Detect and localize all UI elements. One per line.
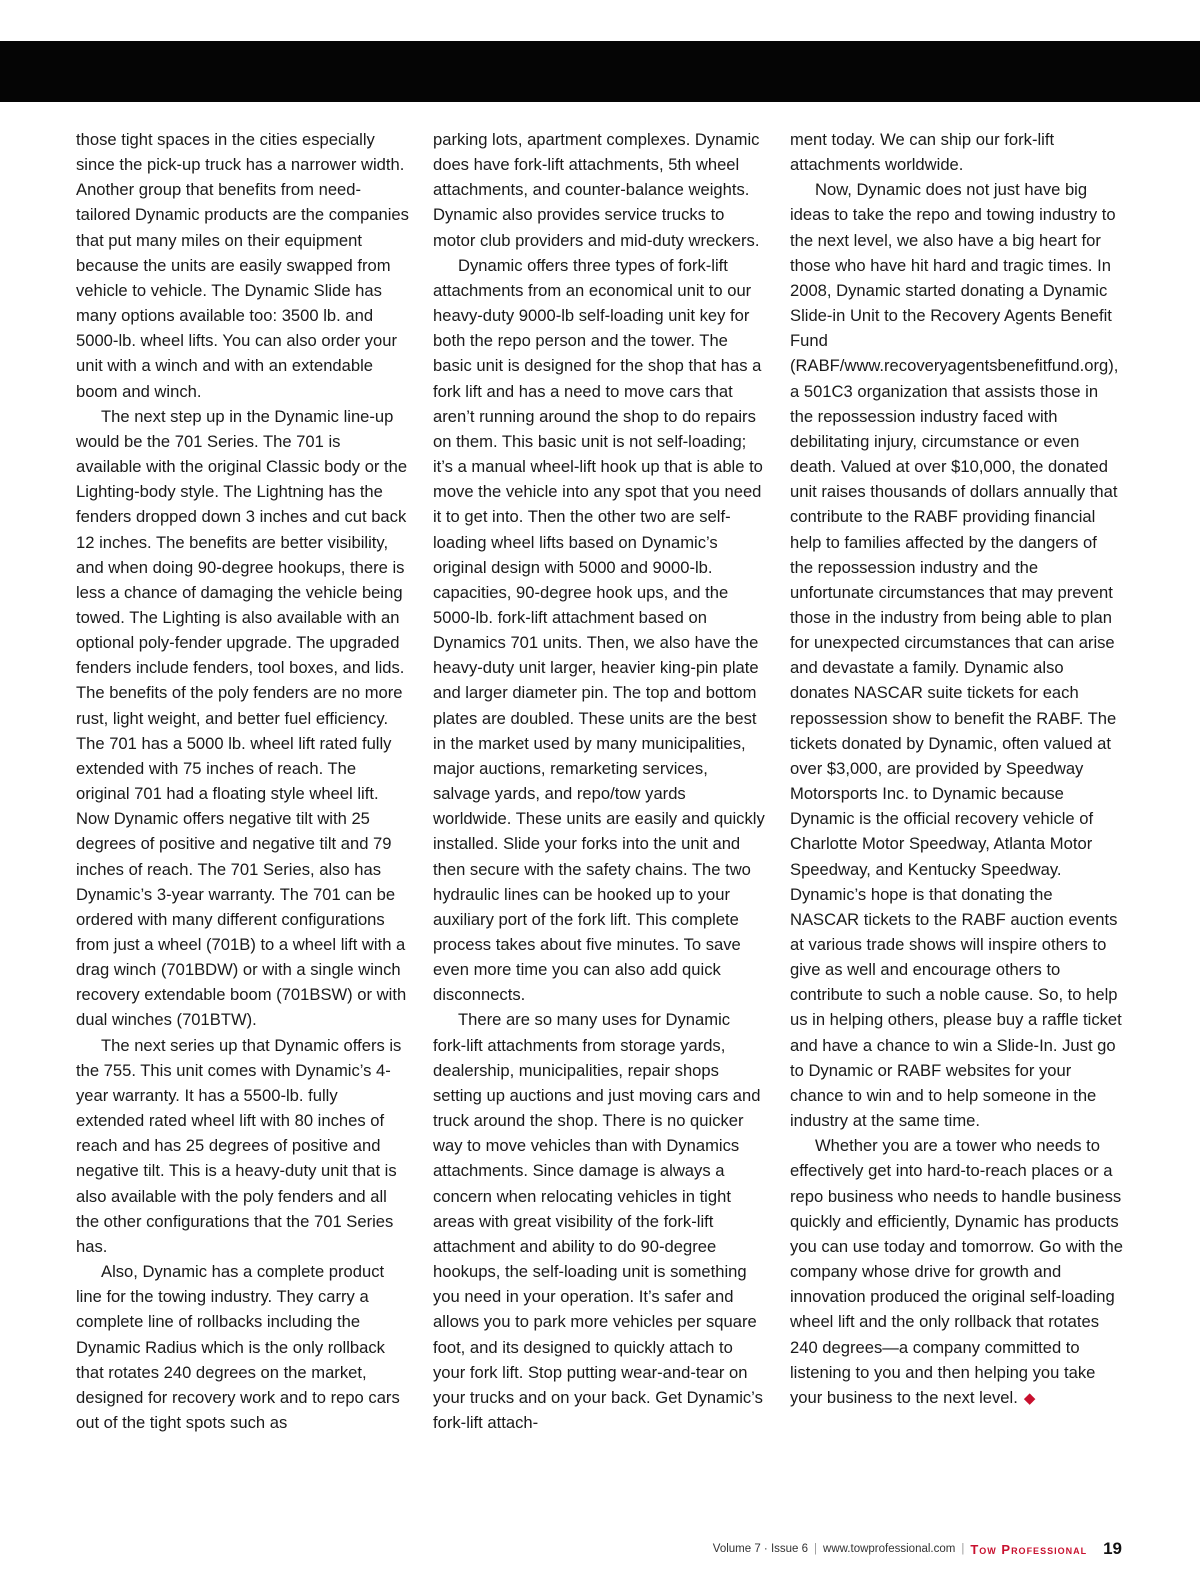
- footer-separator: |: [961, 1543, 965, 1555]
- paragraph-final: [790, 1133, 1124, 1411]
- paragraph: Now, Dynamic does not just have big ideas to take the repo and towing industry to the next level, we also have a big heart for those who have hit hard and tragic times. In 2008, Dynamic started donating a Dynamic Slide-in Unit to the Recovery Agents Benefit Fund (RABF/www.recoveryagentsbenefitfund.org), a 501C3 organization that assists those in the repossession industry faced with debilitating injury, circumstance or even death. Valued at over $10,000, the donated unit raises thousands of dollars annually that contribute to the RABF providing financial help to families affected by the dangers of the repossession industry and the unfortunate circumstances that may prevent those in the industry from being able to plan for unexpected circumstances that can arise and devastate a family. Dynamic also donates NASCAR suite tickets for each repossession show to benefit the RABF. The tickets donated by Dynamic, often valued at over $3,000, are provided by Speedway Motorsports Inc. to Dynamic because Dynamic is the official recovery vehicle of Charlotte Motor Speedway, Atlanta Motor Speedway, and Kentucky Speedway. Dynamic’s hope is that donating the NASCAR tickets to the RABF auction events at various trade shows will inspire others to give as well and encourage others to contribute to such a noble cause. So, to help us in helping others, please buy a raffle ticket and have a chance to win a Slide-In. Just go to Dynamic or RABF websites for your chance to win and to help someone in the industry at the same time.: [790, 180, 1122, 1131]
- footer-separator: |: [814, 1543, 818, 1555]
- end-diamond-icon: ◆: [1023, 1389, 1036, 1407]
- issue-info: Volume 7 · Issue 6: [712, 1543, 809, 1555]
- paragraph: ment today. We can ship our fork-lift attachments worldwide.: [790, 130, 1055, 175]
- article-column-3: [790, 127, 1124, 1411]
- paragraph: Dynamic offers three types of fork-lift attachments from an economical unit to our heavy-duty 9000-lb self-loading unit key for both the repo person and the tower. The basic unit is designed for the shop that has a fork lift and has a need to move cars that aren’t running around the shop to do repairs on them. This basic unit is not self-loading; it’s a manual wheel-lift hook up that is able to move the vehicle into any spot that you need it to get into. Then the other two are self-loading wheel lifts based on Dynamic’s original design with 5000 and 9000-lb. capacities, 90-degree hook ups, and the 5000-lb. fork-lift attachment based on Dynamics 701 units. Then, we also have the heavy-duty unit larger, heavier king-pin plate and larger diameter pin. The top and bottom plates are doubled. These units are the best in the market used by many municipalities, major auctions, remarketing services, salvage yards, and repo/tow yards worldwide. These units are easily and quickly installed. Slide your forks into the unit and then secure with the safety chains. The two hydraulic lines can be hooked up to your auxiliary port of the fork lift. This complete process takes about five minutes. To save even more time you can also add quick disconnects.: [433, 255, 765, 1005]
- paragraph: those tight spaces in the cities especially since the pick-up truck has a narrower width. Another group that benefits from need-tailored Dynamic products are the companies that put many miles on their equipment because the units are easily swapped from vehicle to vehicle. The Dynamic Slide has many options available too: 3500 lb. and 5000-lb. wheel lifts. You can also order your unit with a winch and with an extendable boom and winch.: [76, 130, 409, 401]
- page-number: 19: [1103, 1539, 1122, 1558]
- website-url: www.towprofessional.com: [823, 1543, 956, 1555]
- paragraph: Also, Dynamic has a complete product line for the towing industry. They carry a complete line of rollbacks including the Dynamic Radius which is the only rollback that rotates 240 degrees on the market, designed for recovery work and to repo cars out of the tight spots such as: [76, 1262, 400, 1432]
- article-column-2: [433, 127, 767, 1435]
- paragraph: The next step up in the Dynamic line-up would be the 701 Series. The 701 is available with the original Classic body or the Lighting-body style. The Lightning has the fenders dropped down 3 inches and cut back 12 inches. The benefits are better visibility, and when doing 90-degree hookups, there is less a chance of damaging the vehicle being towed. The Lighting is also available with an optional poly-fender upgrade. The upgraded fenders include fenders, tool boxes, and lids. The benefits of the poly fenders are no more rust, light weight, and better fuel efficiency. The 701 has a 5000 lb. wheel lift rated fully extended with 75 inches of reach. The original 701 had a floating style wheel lift. Now Dynamic offers negative tilt with 25 degrees of positive and negative tilt and 79 inches of reach. The 701 Series, also has Dynamic’s 3-year warranty. The 701 can be ordered with many different configurations from just a wheel (701B) to a wheel lift with a drag winch (701BDW) or with a single winch recovery extendable boom (701BSW) or with dual winches (701BTW).: [76, 406, 408, 1030]
- paragraph: There are so many uses for Dynamic fork-lift attachments from storage yards, dealership, municipalities, repair shops setting up auctions and just moving cars and truck around the shop. There is no quicker way to move vehicles than with Dynamics attachments. Since damage is always a concern when relocating vehicles in tight areas with great visibility of the fork-lift attachment and ability to do 90-degree hookups, the self-loading unit is something you need in your operation. It’s safer and allows you to park more vehicles per square foot, and its designed to quickly attach to your fork lift. Stop putting wear-and-tear on your trucks and on your back. Get Dynamic’s fork-lift attach-: [433, 1010, 763, 1432]
- paragraph-text: Whether you are a tower who needs to effectively get into hard-to-reach places or a repo business who needs to handle business quickly and efficiently, Dynamic has products you can use today and tomorrow. Go with the company whose drive for growth and innovation produced the original self-loading wheel lift and the only rollback that rotates 240 degrees—a company committed to listening to you and then helping you take your business to the next level.: [790, 1136, 1123, 1407]
- paragraph: The next series up that Dynamic offers is the 755. This unit comes with Dynamic’s 4-year warranty. It has a 5500-lb. fully extended rated wheel lift with 80 inches of reach and has 25 degrees of positive and negative tilt. This is a heavy-duty unit that is also available with the poly fenders and all the other configurations that the 701 Series has.: [76, 1035, 402, 1256]
- page-footer: [713, 1537, 1122, 1561]
- header-bar: [0, 41, 1200, 102]
- paragraph: parking lots, apartment complexes. Dynamic does have fork-lift attachments, 5th wheel attachments, and counter-balance weights. Dynamic also provides service trucks to motor club providers and mid-duty wreckers.: [433, 130, 760, 250]
- magazine-brand: Tow Professional: [970, 1541, 1088, 1557]
- article-column-1: [76, 127, 410, 1435]
